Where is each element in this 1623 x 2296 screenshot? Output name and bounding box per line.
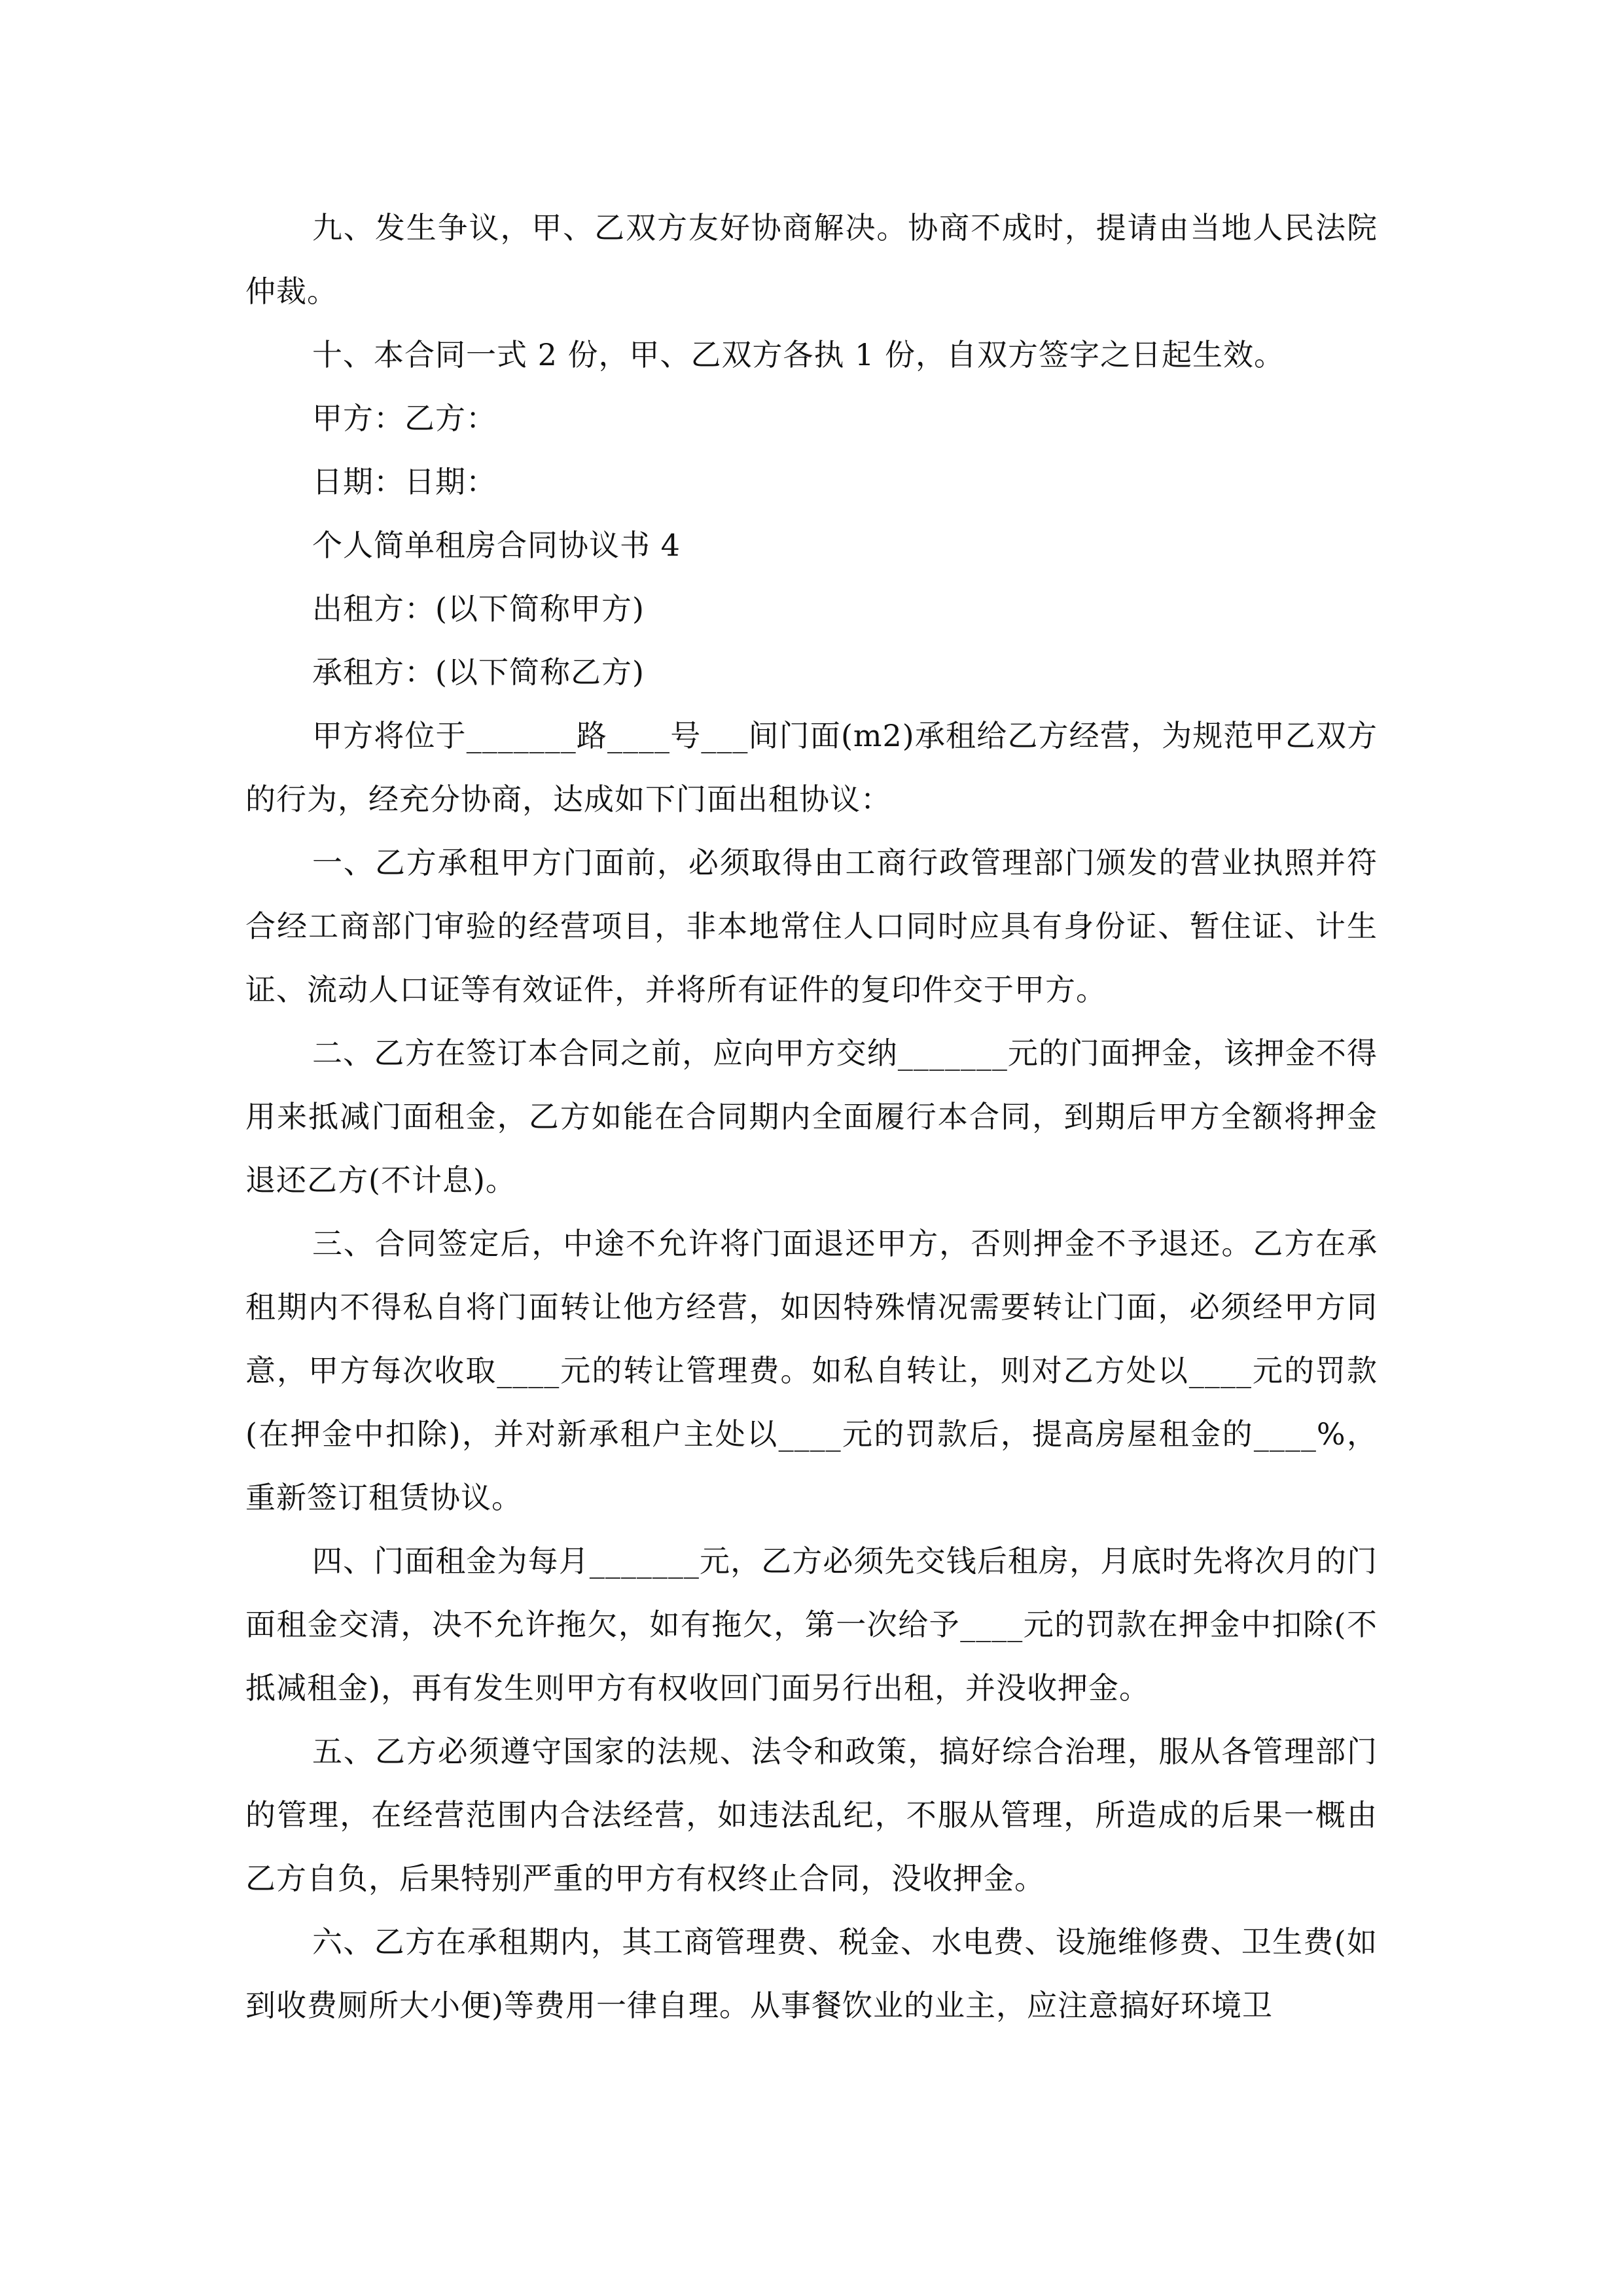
clause-9: 九、发生争议，甲、乙双方友好协商解决。协商不成时，提请由当地人民法院仲裁。 <box>245 210 1378 309</box>
lessor-line: 出租方：(以下简称甲方) <box>312 591 645 626</box>
contract-title: 个人简单租房合同协议书 4 <box>312 528 681 563</box>
signature-dates: 日期：日期： <box>312 464 497 499</box>
clause-1: 一、乙方承租甲方门面前，必须取得由工商行政管理部门颁发的营业执照并符合经工商部门审验的经营项目，非本地常住人口同时应具有身份证、暂住证、计生证、流动人口证等有效证件，并将所有证件的复印件交于甲方。 <box>245 845 1378 1007</box>
document-page <box>245 196 1378 2037</box>
clause-10: 十、本合同一式 2 份，甲、乙双方各执 1 份，自双方签字之日起生效。 <box>312 337 1285 372</box>
signature-parties: 甲方：乙方： <box>312 401 497 436</box>
clause-4: 四、门面租金为每月_______元，乙方必须先交钱后租房，月底时先将次月的门面租金交清，决不允许拖欠，如有拖欠，第一次给予____元的罚款在押金中扣除(不抵减租金)，再有发生则甲方有权收回门面另行出租，并没收押金。 <box>245 1543 1378 1706</box>
clause-3: 三、合同签定后，中途不允许将门面退还甲方，否则押金不予退还。乙方在承租期内不得私自将门面转让他方经营，如因特殊情况需要转让门面，必须经甲方同意，甲方每次收取____元的转让管理费。如私自转让，则对乙方处以____元的罚款(在押金中扣除)，并对新承租户主处以____元的罚款后，提高房屋租金的____%，重新签订租赁协议。 <box>245 1226 1378 1515</box>
clause-6: 六、乙方在承租期内，其工商管理费、税金、水电费、设施维修费、卫生费(如到收费厕所大小便)等费用一律自理。从事餐饮业的业主，应注意搞好环境卫 <box>245 1924 1378 2023</box>
contract-intro: 甲方将位于_______路____号___间门面(m2)承租给乙方经营，为规范甲乙双方的行为，经充分协商，达成如下门面出租协议： <box>245 718 1378 817</box>
clause-2: 二、乙方在签订本合同之前，应向甲方交纳_______元的门面押金，该押金不得用来抵减门面租金，乙方如能在合同期内全面履行本合同，到期后甲方全额将押金退还乙方(不计息)。 <box>245 1035 1378 1198</box>
clause-5: 五、乙方必须遵守国家的法规、法令和政策，搞好综合治理，服从各管理部门的管理，在经营范围内合法经营，如违法乱纪，不服从管理，所造成的后果一概由乙方自负，后果特别严重的甲方有权终止合同，没收押金。 <box>245 1734 1378 1896</box>
lessee-line: 承租方：(以下简称乙方) <box>312 655 645 690</box>
